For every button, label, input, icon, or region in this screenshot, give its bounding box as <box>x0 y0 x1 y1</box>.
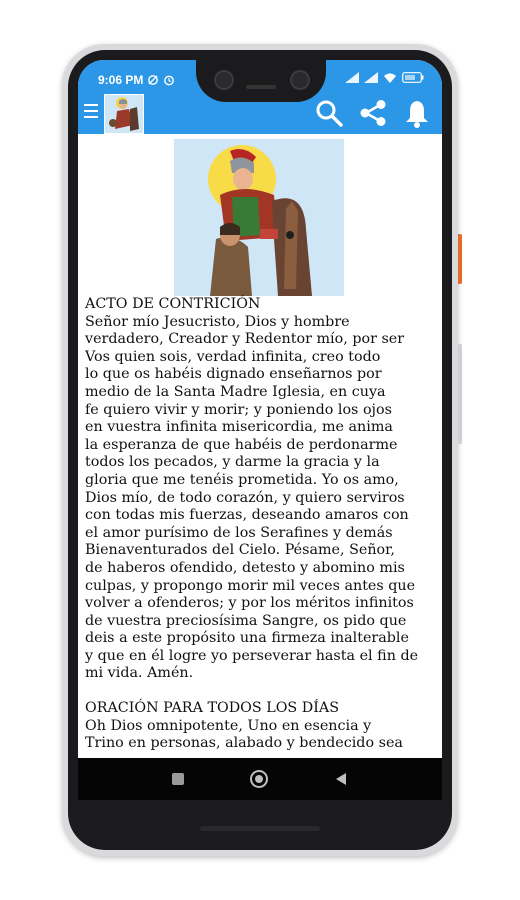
home-icon[interactable] <box>249 769 269 789</box>
front-camera-icon-2 <box>290 70 310 90</box>
act-of-contrition <box>85 296 437 683</box>
saint-logo-icon <box>105 95 143 133</box>
status-time: 9:06 PM <box>98 73 144 87</box>
prayer-content <box>78 134 442 758</box>
daily-prayer <box>85 700 437 753</box>
alarm-icon <box>163 74 175 86</box>
hamburger-menu-icon[interactable] <box>84 104 98 120</box>
power-button <box>458 234 462 284</box>
camera-notch <box>196 60 326 102</box>
front-camera-icon <box>214 70 234 90</box>
share-icon[interactable] <box>358 98 388 128</box>
search-icon[interactable] <box>314 98 344 128</box>
signal-icon <box>345 72 359 83</box>
status-right-icons <box>345 72 424 83</box>
android-nav-bar <box>78 758 442 800</box>
daily-prayer-body: Oh Dios omnipotente, Uno en esencia y Trino en personas, alabado y bendecido sea <box>85 717 403 752</box>
act-of-contrition-body: Señor mío Jesucristo, Dios y hombre verdadero, Creador y Redentor mío, por ser Vos quien sois, verdad infinita, creo todo lo que os habéis dignado enseñarnos por medio de la Santa Madre Iglesia, en cuya fe quiero vivir y morir; y poniendo los ojos en vuestra infinita misericordia, me anima la esperanza de que habéis de perdonarme todos los pecados, y darme la gracia y la gloria que me tenéis prometida. Yo os amo, Dios mío, de todo corazón, y quiero serviros con todas mis fuerzas, deseando amaros con el amor purísimo de los Serafines y demás Bienaventurados del Cielo. Pésame, Señor, de haberos ofendido, detesto y abomino mis culpas, y propongo morir mil veces antes que volver a ofenderos; y por los méritos infinitos de vuestra preciosísima Sangre, os pido que deis a este propósito una firmeza inalterable y que en él logre yo perseverar hasta el fin de mi vida. Amén. <box>85 313 419 682</box>
act-of-contrition-title: ACTO DE CONTRICIÓN <box>85 296 261 312</box>
battery-icon <box>402 72 424 83</box>
app-logo <box>104 94 144 134</box>
back-icon[interactable] <box>333 771 349 787</box>
daily-prayer-title: ORACIÓN PARA TODOS LOS DÍAS <box>85 700 339 716</box>
status-time-group <box>98 73 175 87</box>
phone-chin-speaker <box>200 826 320 831</box>
signal-icon-2 <box>364 72 378 83</box>
volume-button <box>458 344 462 444</box>
bell-icon[interactable] <box>402 98 432 128</box>
recent-apps-icon[interactable] <box>170 771 186 787</box>
sync-icon <box>147 74 159 86</box>
phone-screen <box>78 60 442 800</box>
wifi-icon <box>383 72 397 83</box>
saint-martin-image <box>174 139 344 296</box>
saint-illustration <box>174 139 344 296</box>
earpiece-speaker <box>246 85 276 89</box>
